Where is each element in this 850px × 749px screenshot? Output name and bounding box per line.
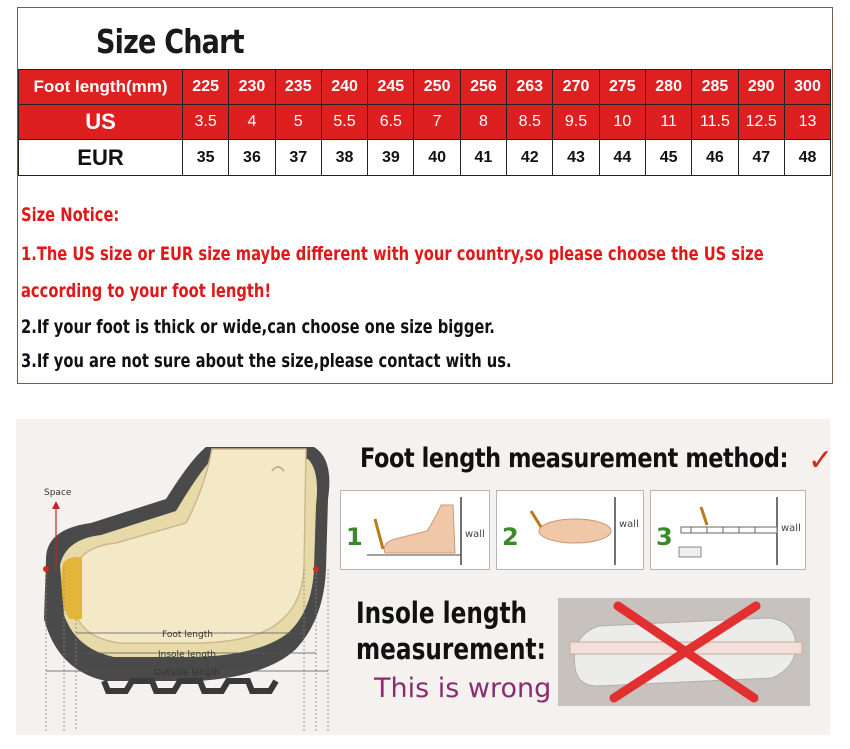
- insole-title-line-2: measurement:: [356, 632, 546, 666]
- size-cell: 38: [321, 140, 367, 176]
- measurement-method-title: Foot length measurement method:: [360, 443, 789, 474]
- foot-length-label: Foot length: [162, 630, 213, 640]
- size-cell: 8: [460, 105, 506, 140]
- step-1-panel: [340, 490, 490, 570]
- foot-top-view-icon: [497, 491, 645, 571]
- this-is-wrong-text: This is wrong: [374, 673, 552, 704]
- size-cell: 9.5: [553, 105, 599, 140]
- size-cell: 36: [229, 140, 275, 176]
- size-cell: 230: [229, 70, 275, 105]
- check-mark-icon: ✓: [808, 443, 834, 478]
- size-cell: 48: [784, 140, 830, 176]
- step-3-number: 3: [656, 523, 673, 551]
- size-cell: 42: [507, 140, 553, 176]
- insole-title-line-1: Insole length: [356, 596, 528, 630]
- size-cell: 256: [460, 70, 506, 105]
- size-cell: 250: [414, 70, 460, 105]
- size-cell: 40: [414, 140, 460, 176]
- size-cell: 280: [645, 70, 691, 105]
- size-cell: 46: [692, 140, 738, 176]
- step-2-panel: [496, 490, 644, 570]
- size-cell: 275: [599, 70, 645, 105]
- size-cell: 45: [645, 140, 691, 176]
- step-2-number: 2: [502, 523, 519, 551]
- size-cell: 245: [368, 70, 414, 105]
- size-cell: 44: [599, 140, 645, 176]
- foot-length-row: [19, 70, 831, 105]
- insole-measurement-title: [356, 595, 546, 667]
- size-cell: 47: [738, 140, 784, 176]
- size-cell: 290: [738, 70, 784, 105]
- size-table: [18, 69, 831, 176]
- step-3-panel: [650, 490, 806, 570]
- wrong-insole-photo: [558, 598, 810, 706]
- size-cell: 11: [645, 105, 691, 140]
- size-notice-line-2: 2.If your foot is thick or wide,can choose one size bigger.: [21, 316, 495, 338]
- step-3-wall-label: wall: [781, 523, 801, 534]
- eur-size-row: [19, 140, 831, 176]
- size-cell: 12.5: [738, 105, 784, 140]
- size-chart: [17, 7, 833, 384]
- size-cell: 235: [275, 70, 321, 105]
- size-cell: 43: [553, 140, 599, 176]
- space-label: Space: [44, 488, 72, 498]
- size-cell: 270: [553, 70, 599, 105]
- step-1-wall-label: wall: [465, 529, 485, 540]
- size-cell: 4: [229, 105, 275, 140]
- size-notice-line-1-cont: according to your foot length!: [21, 280, 272, 302]
- us-size-row: [19, 105, 831, 140]
- size-cell: 6.5: [368, 105, 414, 140]
- size-cell: 3.5: [183, 105, 229, 140]
- measurement-panel: [16, 419, 834, 735]
- size-cell: 285: [692, 70, 738, 105]
- size-cell: 37: [275, 140, 321, 176]
- size-chart-title: Size Chart: [96, 22, 244, 61]
- size-cell: 13: [784, 105, 830, 140]
- row-header: Foot length(mm): [19, 70, 183, 105]
- size-cell: 39: [368, 140, 414, 176]
- size-notice-line-3: 3.If you are not sure about the size,please contact with us.: [21, 350, 512, 372]
- row-header: US: [19, 105, 183, 140]
- row-header: EUR: [19, 140, 183, 176]
- size-cell: 225: [183, 70, 229, 105]
- size-cell: 7: [414, 105, 460, 140]
- outsole-length-label: Outsole length: [154, 668, 221, 678]
- size-cell: 300: [784, 70, 830, 105]
- step-2-wall-label: wall: [619, 519, 639, 530]
- shoe-cross-section-illustration: [16, 419, 356, 735]
- size-cell: 5: [275, 105, 321, 140]
- size-cell: 10: [599, 105, 645, 140]
- size-notice-line-1: 1.The US size or EUR size maybe different with your country,so please choose the US size: [21, 243, 764, 265]
- size-cell: 41: [460, 140, 506, 176]
- size-cell: 5.5: [321, 105, 367, 140]
- insole-with-tape-image: [558, 598, 810, 706]
- step-1-number: 1: [346, 523, 363, 551]
- size-cell: 8.5: [507, 105, 553, 140]
- size-cell: 263: [507, 70, 553, 105]
- size-cell: 11.5: [692, 105, 738, 140]
- size-notice-heading: Size Notice:: [21, 204, 120, 226]
- size-cell: 240: [321, 70, 367, 105]
- insole-length-label: Insole length: [158, 650, 217, 660]
- size-cell: 35: [183, 140, 229, 176]
